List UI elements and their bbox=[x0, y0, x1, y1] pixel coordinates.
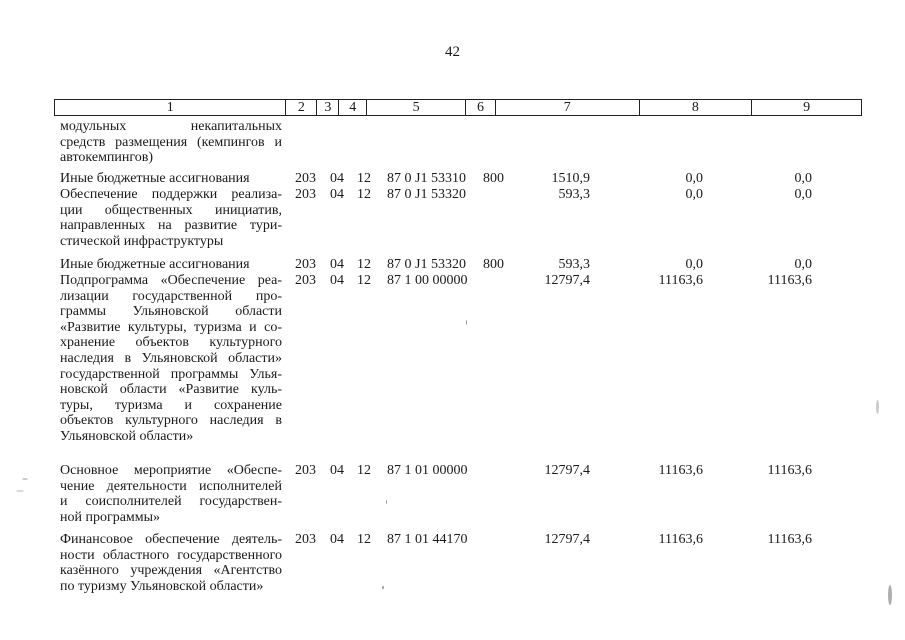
cell-col-4: 12 bbox=[357, 171, 371, 186]
cell-col-8: 11163,6 bbox=[658, 463, 703, 478]
row-name-line: лизации государственной про- bbox=[60, 288, 282, 304]
cell-col-8: 11163,6 bbox=[658, 273, 703, 288]
row-name-line: Обеспечение поддержки реализа- bbox=[60, 187, 282, 202]
row-name-line: чение деятельности исполнителей bbox=[60, 478, 282, 494]
row-name-line: стической инфраструктуры bbox=[60, 233, 224, 249]
row-name-line: Основное мероприятие «Обеспе- bbox=[60, 463, 282, 478]
cell-col-5: 87 1 00 00000 bbox=[387, 273, 468, 288]
table-row bbox=[60, 273, 860, 445]
header-col-3: 3 bbox=[317, 100, 339, 115]
cell-col-3: 04 bbox=[330, 171, 344, 186]
row-name bbox=[60, 119, 282, 166]
row-name-line: ции общественных инициатив, bbox=[60, 202, 282, 218]
table-row bbox=[60, 532, 860, 594]
table-row bbox=[60, 257, 860, 273]
scan-speck bbox=[16, 490, 24, 492]
cell-col-4: 12 bbox=[357, 532, 371, 547]
header-col-2: 2 bbox=[286, 100, 317, 115]
row-name-line: Иные бюджетные ассигнования bbox=[60, 171, 250, 186]
row-name-line: новской области «Развитие куль- bbox=[60, 382, 282, 398]
row-name-line: средств размещения (кемпингов и bbox=[60, 134, 282, 150]
cell-col-3: 04 bbox=[330, 532, 344, 547]
cell-col-2: 203 bbox=[295, 187, 316, 202]
row-name-line: автокемпингов) bbox=[60, 150, 154, 166]
scan-speck bbox=[466, 320, 467, 325]
header-col-5: 5 bbox=[367, 100, 466, 115]
cell-col-8: 0,0 bbox=[685, 171, 703, 186]
scan-speck bbox=[22, 478, 28, 480]
row-name-line: по туризму Ульяновской области» bbox=[60, 578, 264, 594]
cell-col-2: 203 bbox=[295, 532, 316, 547]
cell-col-7: 593,3 bbox=[558, 257, 590, 272]
table-row bbox=[60, 119, 860, 166]
cell-col-8: 0,0 bbox=[685, 257, 703, 272]
table-row bbox=[60, 463, 860, 525]
row-name bbox=[60, 187, 282, 249]
cell-col-3: 04 bbox=[330, 187, 344, 202]
cell-col-4: 12 bbox=[357, 463, 371, 478]
row-name-line: Подпрограмма «Обеспечение реа- bbox=[60, 273, 282, 288]
scan-speck bbox=[382, 586, 384, 589]
row-name-line: модульных некапитальных bbox=[60, 119, 282, 134]
cell-col-5: 87 0 J1 53320 bbox=[387, 187, 466, 202]
row-name-line: Иные бюджетные ассигнования bbox=[60, 257, 250, 272]
cell-col-2: 203 bbox=[295, 273, 316, 288]
header-col-1: 1 bbox=[55, 100, 286, 115]
cell-col-9: 11163,6 bbox=[767, 463, 812, 478]
cell-col-9: 11163,6 bbox=[767, 273, 812, 288]
cell-col-9: 0,0 bbox=[794, 187, 812, 202]
cell-col-6: 800 bbox=[483, 171, 504, 186]
row-name bbox=[60, 532, 282, 594]
cell-col-2: 203 bbox=[295, 171, 316, 186]
row-name bbox=[60, 171, 282, 187]
cell-col-3: 04 bbox=[330, 463, 344, 478]
cell-col-2: 203 bbox=[295, 257, 316, 272]
cell-col-9: 11163,6 bbox=[767, 532, 812, 547]
cell-col-5: 87 1 01 44170 bbox=[387, 532, 468, 547]
scan-speck bbox=[386, 500, 387, 504]
cell-col-5: 87 0 J1 53310 bbox=[387, 171, 466, 186]
row-name-line: ности областного государственного bbox=[60, 547, 282, 563]
row-name-line: туры, туризма и сохранение bbox=[60, 397, 282, 413]
cell-col-9: 0,0 bbox=[794, 171, 812, 186]
cell-col-7: 12797,4 bbox=[544, 273, 590, 288]
row-name-line: граммы Ульяновской области bbox=[60, 304, 282, 320]
cell-col-8: 0,0 bbox=[685, 187, 703, 202]
row-name-line: направленных на развитие тури- bbox=[60, 218, 282, 234]
cell-col-6: 800 bbox=[483, 257, 504, 272]
cell-col-4: 12 bbox=[357, 187, 371, 202]
cell-col-5: 87 0 J1 53320 bbox=[387, 257, 466, 272]
page-number: 42 bbox=[445, 44, 460, 60]
cell-col-7: 12797,4 bbox=[544, 532, 590, 547]
cell-col-7: 593,3 bbox=[558, 187, 590, 202]
cell-col-4: 12 bbox=[357, 257, 371, 272]
row-name-line: наследия в Ульяновской области» bbox=[60, 350, 282, 366]
row-name-line: и соисполнителей государствен- bbox=[60, 494, 282, 510]
scan-speck bbox=[888, 585, 892, 605]
cell-col-5: 87 1 01 00000 bbox=[387, 463, 468, 478]
cell-col-2: 203 bbox=[295, 463, 316, 478]
row-name-line: казённого учреждения «Агентство bbox=[60, 563, 282, 579]
header-col-6: 6 bbox=[466, 100, 496, 115]
header-col-4: 4 bbox=[339, 100, 367, 115]
cell-col-9: 0,0 bbox=[794, 257, 812, 272]
row-name-line: Ульяновской области» bbox=[60, 428, 194, 444]
row-name-line: объектов культурного наследия в bbox=[60, 413, 282, 429]
table-row bbox=[60, 171, 860, 187]
cell-col-3: 04 bbox=[330, 273, 344, 288]
scan-speck bbox=[876, 400, 879, 414]
cell-col-4: 12 bbox=[357, 273, 371, 288]
row-name bbox=[60, 463, 282, 525]
row-name-line: «Развитие культуры, туризма и со- bbox=[60, 319, 282, 335]
row-name-line: государственной программы Улья- bbox=[60, 366, 282, 382]
table-header bbox=[54, 99, 862, 116]
row-name bbox=[60, 257, 282, 273]
row-name-line: ной программы» bbox=[60, 509, 161, 525]
table-row bbox=[60, 187, 860, 249]
cell-col-8: 11163,6 bbox=[658, 532, 703, 547]
cell-col-7: 1510,9 bbox=[551, 171, 590, 186]
cell-col-3: 04 bbox=[330, 257, 344, 272]
row-name-line: хранение объектов культурного bbox=[60, 335, 282, 351]
cell-col-7: 12797,4 bbox=[544, 463, 590, 478]
header-col-9: 9 bbox=[803, 100, 811, 115]
row-name bbox=[60, 273, 282, 445]
header-col-8: 8 bbox=[640, 100, 753, 115]
header-col-7: 7 bbox=[496, 100, 640, 115]
row-name-line: Финансовое обеспечение деятель- bbox=[60, 532, 282, 547]
